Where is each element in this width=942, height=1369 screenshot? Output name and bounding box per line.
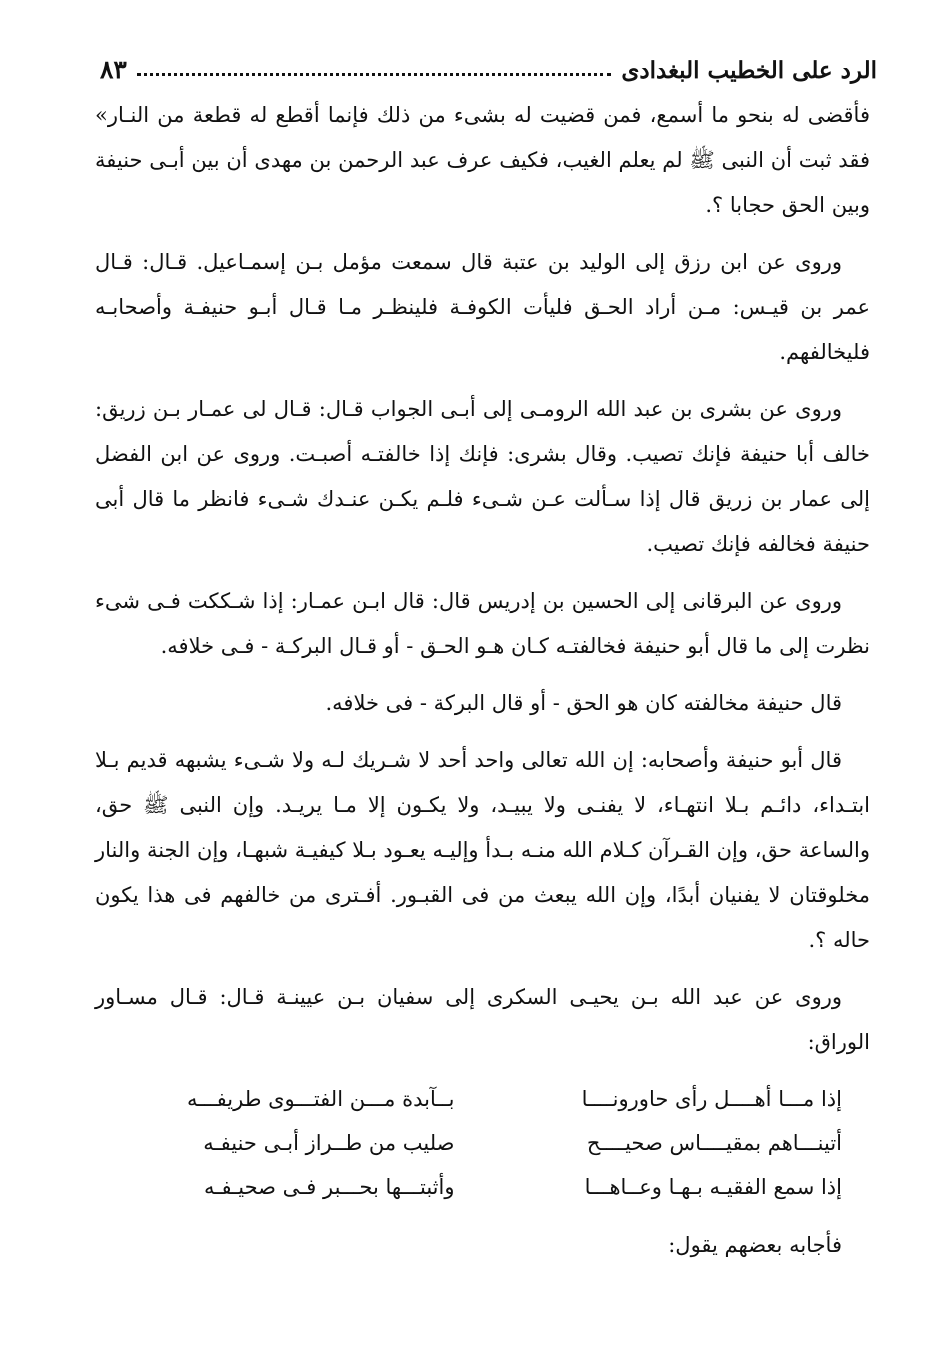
- paragraph-1: فأقضى له بنحو ما أسمع، فمن قضيت له بشىء من ذلك فإنما أقطع له قطعة من النـار» فقد ثبت أن النبى ﷺ لم يعلم الغيب، فكيف عرف عبد الرحمن بن مهدى أن بين أبـى حنيفة وبين الحق حجابا ؟.: [95, 103, 870, 217]
- paragraph-2: وروى عن ابن رزق إلى الوليد بن عتبة قال سمعت مؤمل بـن إسمـاعيل. قـال: قـال عمر بن قيـس: مـن أراد الحـق فليأت الكوفـة فلينظـر مـا قـال أبـو حنيفـة وأصحابـه فليخالفهم.: [95, 250, 870, 364]
- poem-verse: [95, 1077, 870, 1121]
- poem-hemistich-second: صليب من طــراز أبـى حنيفـه: [203, 1131, 455, 1155]
- poem: [95, 1077, 870, 1209]
- paragraph-5: قال حنيفة مخالفته كان هو الحق - أو قال البركة - فى خلافه.: [325, 691, 842, 715]
- paragraph-4: وروى عن البرقانى إلى الحسين بن إدريس قال: قال ابـن عمـار: إذا شـككت فـى شىء نظرت إلى ما قال أبو حنيفة فخالفتـه كـان هـو الحـق - أو قـال البركـة - فـى خلافه.: [95, 589, 870, 658]
- closing-line: فأجابه بعضهم يقول:: [668, 1233, 842, 1257]
- running-title: الرد على الخطيب البغدادى: [621, 57, 877, 84]
- leader-dots: [137, 73, 612, 76]
- poem-verse: [95, 1165, 870, 1209]
- poem-hemistich-second: وأثبتـــها بحـــبر فـى صحيـفـه: [204, 1175, 455, 1199]
- poem-hemistich-first: أتينـــاهم بمقيــــاس صحيــــح: [586, 1131, 842, 1155]
- page-header: [100, 40, 877, 84]
- poem-hemistich-first: إذا سمع الفقيـه بـهـا وعــاهـــا: [584, 1175, 842, 1199]
- paragraph-7: وروى عن عبد الله بـن يحيـى السكرى إلى سفيان بـن عيينـة قـال: قـال مسـاور الوراق:: [95, 985, 870, 1054]
- page-number: ٨٣: [100, 55, 127, 84]
- poem-hemistich-second: بــآبدة مـــن الفتـــوى طريفـــه: [186, 1087, 455, 1111]
- paragraph-3: وروى عن بشرى بن عبد الله الرومـى إلى أبـى الجواب قـال: قـال لى عمـار بـن زريق: خالف أبا حنيفة فإنك تصيب. وقال بشرى: فإنك إذا خالفتـه أصبـت. وروى عن ابن الفضل إلى عمار بن زريق قال إذا سـألت عـن شـىء فلـم يكـن عنـدك شـىء فانظر ما قال أبى حنيفة فخالفه فإنك تصيب.: [95, 397, 870, 556]
- poem-verse: [95, 1121, 870, 1165]
- page-body: [95, 93, 870, 1280]
- paragraph-6: قال أبو حنيفة وأصحابه: إن الله تعالى واحد أحد لا شـريك لـه ولا شـىء يشبهه قديم بـلا ابتـداء، دائـم بـلا انتهـاء، لا يفنـى ولا يبيـد، ولا يكـون إلا مـا يريـد. وإن النبى ﷺ حق، والساعة حق، وإن القـرآن كـلام الله منـه بـدأ وإليـه يعـود بـلا كيفيـة شبهـا، وإن الجنة والنار مخلوقتان لا يفنيان أبدًا، وإن الله يبعث من فى القبـور. أفـترى من خالفهم فى هذا يكون حاله ؟.: [95, 748, 870, 952]
- poem-hemistich-first: إذا مـــا أهــــل رأى حاورونــــا: [581, 1087, 842, 1111]
